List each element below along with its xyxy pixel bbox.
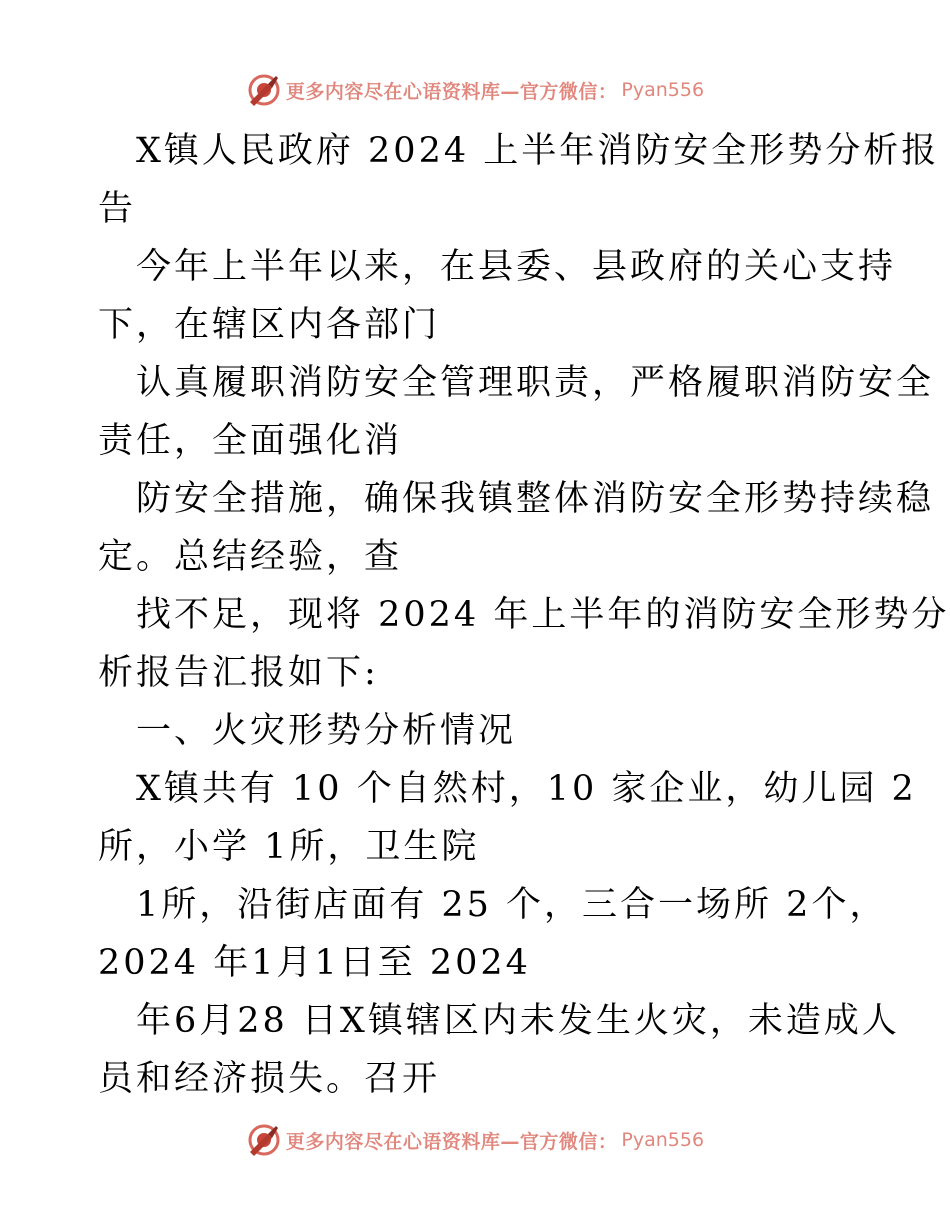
- paragraph-line: 防安全措施，确保我镇整体消防安全形势持续稳: [136, 479, 935, 519]
- paragraph-line: 下，在辖区内各部门: [98, 305, 441, 345]
- footer-banner-text: 更多内容尽在心语资料库—官方微信：: [285, 1130, 618, 1153]
- footer-wechat-id: Pyan556: [621, 1129, 705, 1151]
- pen-circle-logo-icon: [246, 72, 282, 108]
- document-body: [98, 122, 950, 1108]
- paragraph-line: 2024 年1月1日至 2024: [98, 943, 531, 983]
- paragraph-line: 责任，全面强化消: [98, 421, 403, 461]
- paragraph-line: 析报告汇报如下:: [98, 653, 379, 693]
- paragraph-line: 定。总结经验，查: [98, 537, 403, 577]
- title-line-1: X镇人民政府 2024 上半年消防安全形势分析报: [136, 131, 940, 171]
- title-line-2: 告: [98, 189, 137, 229]
- pen-circle-logo-icon: [246, 1122, 282, 1158]
- section-heading: 一、火灾形势分析情况: [136, 711, 517, 751]
- header-wechat-id: Pyan556: [621, 79, 705, 101]
- footer-banner: [0, 1120, 950, 1160]
- paragraph-line: 年6月28 日X镇辖区内未发生火灾，未造成人: [136, 1001, 900, 1041]
- header-banner: [0, 70, 950, 110]
- paragraph-line: 1所，沿街店面有 25 个，三合一场所 2个，: [136, 885, 888, 925]
- paragraph-line: 所，小学 1所，卫生院: [98, 827, 480, 867]
- paragraph-line: 今年上半年以来，在县委、县政府的关心支持: [136, 247, 897, 287]
- header-banner-text: 更多内容尽在心语资料库—官方微信：: [285, 80, 618, 103]
- paragraph-line: 员和经济损失。召开: [98, 1059, 441, 1099]
- paragraph-line: X镇共有 10 个自然村，10 家企业，幼儿园 2: [136, 769, 917, 809]
- paragraph-line: 找不足，现将 2024 年上半年的消防安全形势分: [136, 595, 950, 635]
- paragraph-line: 认真履职消防安全管理职责，严格履职消防安全: [136, 363, 935, 403]
